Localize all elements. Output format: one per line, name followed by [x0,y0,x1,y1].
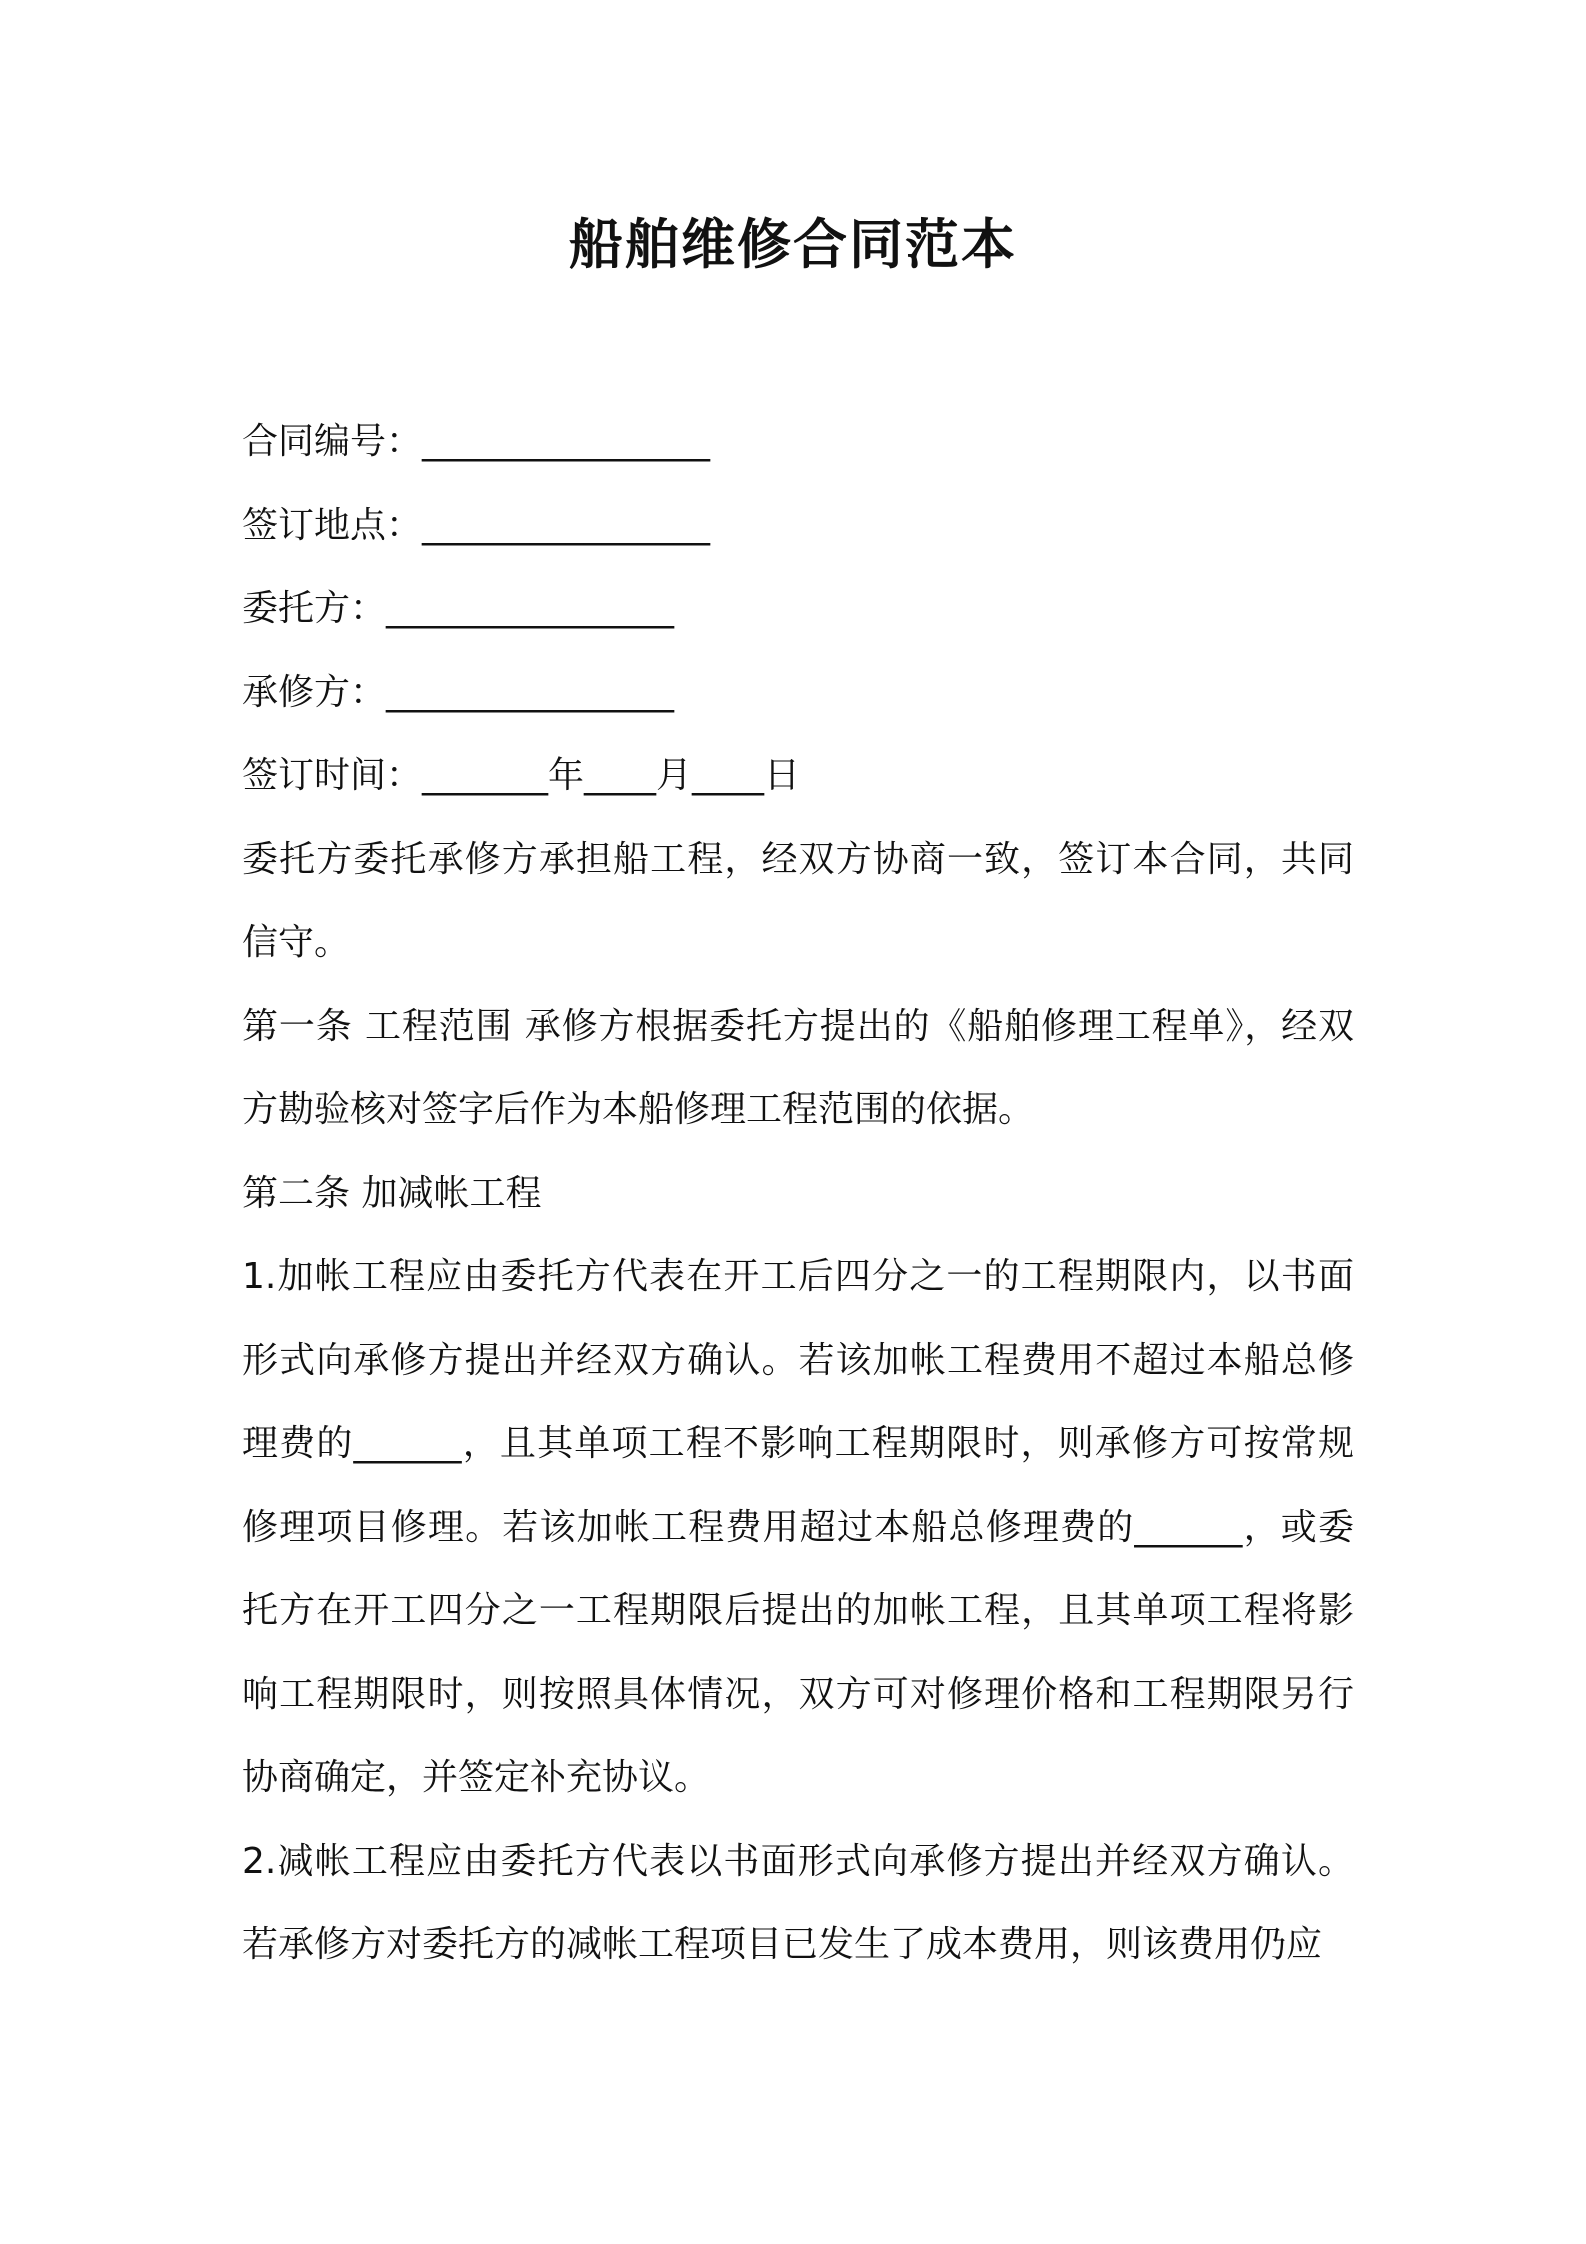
paragraph-article-2-item-1: 1.加帐工程应由委托方代表在开工后四分之一的工程期限内，以书面形式向承修方提出并经双方确认。若该加帐工程费用不超过本船总修理费的______，且其单项工程不影响工程期限时，则承修方可按常规修理项目修理。若该加帐工程费用超过本船总修理费的______，或委托方在开工四分之一工程期限后提出的加帐工程，且其单项工程将影响工程期限时，则按照具体情况，双方可对修理价格和工程期限另行协商确定，并签定补充协议。 [242,1256,1354,1798]
field-client: 委托方：________________ [242,588,675,629]
paragraph-article-2-item-2: 2.减帐工程应由委托方代表以书面形式向承修方提出并经双方确认。若承修方对委托方的减帐工程项目已发生了成本费用，则该费用仍应 [242,1840,1354,1965]
field-contract-no: 合同编号：________________ [242,421,711,462]
field-sign-date: 签订时间：_______年____月____日 [242,755,801,796]
document-body [242,400,1354,1987]
paragraph-article-1: 第一条 工程范围 承修方根据委托方提出的《船舶修理工程单》，经双方勘验核对签字后作为本船修理工程范围的依据。 [242,1005,1354,1130]
paragraph-intro: 委托方委托承修方承担船工程，经双方协商一致，签订本合同，共同信守。 [242,838,1354,963]
document-title: 船舶维修合同范本 [569,213,1017,276]
field-sign-place: 签订地点：________________ [242,504,711,546]
heading-article-2: 第二条 加减帐工程 [242,1172,542,1214]
field-contractor: 承修方：________________ [242,671,675,713]
